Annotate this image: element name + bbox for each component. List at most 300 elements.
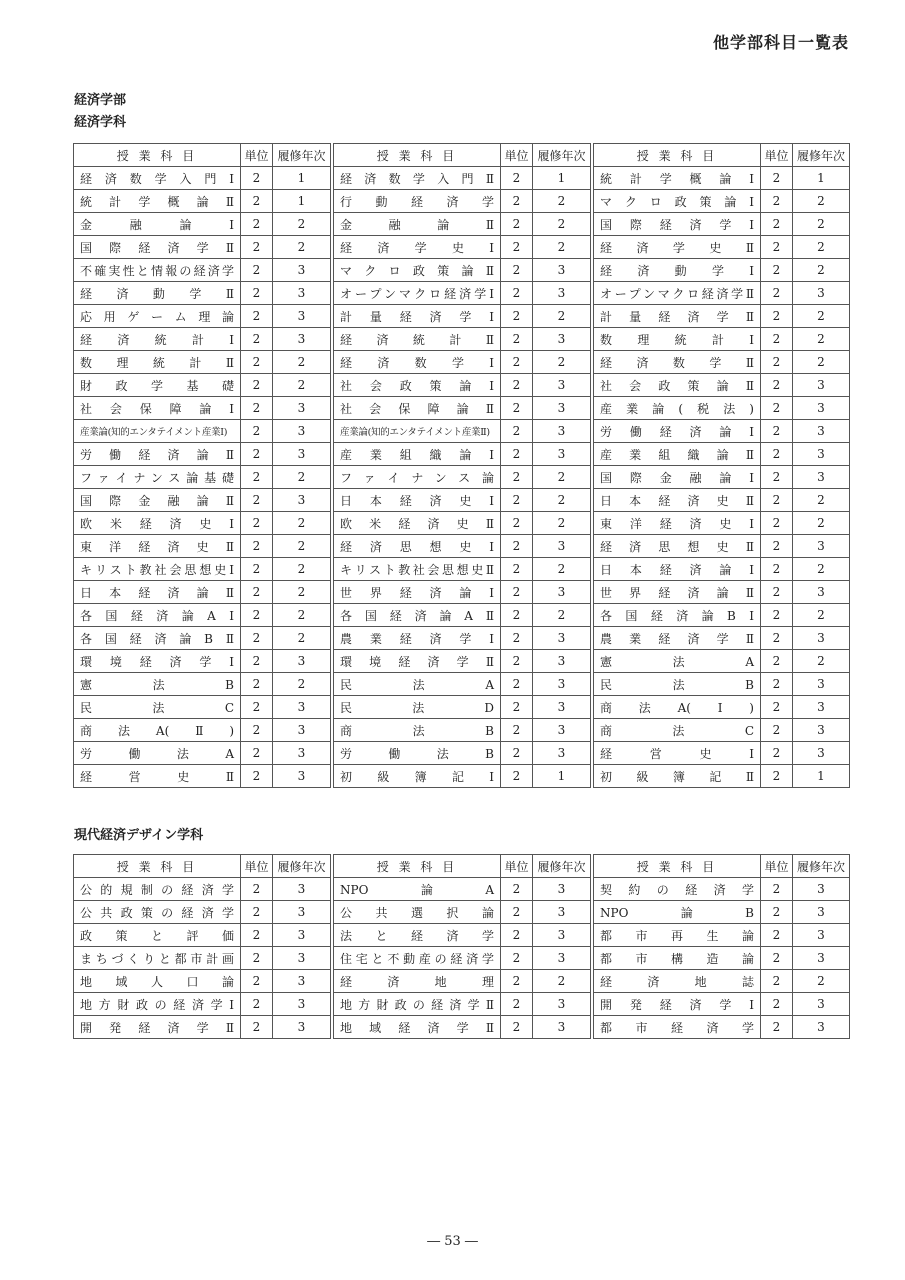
course-name: 政策と評価 (74, 924, 241, 947)
course-units: 2 (241, 466, 273, 489)
course-units: 2 (501, 993, 533, 1016)
course-year: 3 (793, 282, 850, 305)
course-name: 金融論Ⅰ (74, 213, 241, 236)
course-year: 3 (533, 328, 591, 351)
course-year: 3 (273, 719, 331, 742)
course-name: 都市構造論 (594, 947, 761, 970)
subject-header: 授 業 科 目 (334, 855, 501, 878)
course-name: 憲法B (74, 673, 241, 696)
course-name: 国際経済学Ⅰ (594, 213, 761, 236)
course-units: 2 (241, 993, 273, 1016)
course-units: 2 (761, 420, 793, 443)
table-row (74, 374, 850, 397)
course-year: 2 (533, 970, 591, 993)
course-name: 国際経済学Ⅱ (74, 236, 241, 259)
course-name: 都市再生論 (594, 924, 761, 947)
course-name: キリスト教社会思想史Ⅰ (74, 558, 241, 581)
unit-header: 単位 (241, 144, 273, 167)
course-units: 2 (761, 1016, 793, 1039)
course-year: 2 (533, 213, 591, 236)
course-year: 2 (273, 213, 331, 236)
course-name: 経済思想史Ⅱ (594, 535, 761, 558)
course-name: マクロ政策論Ⅰ (594, 190, 761, 213)
course-units: 2 (501, 924, 533, 947)
course-units: 2 (501, 420, 533, 443)
course-units: 2 (241, 1016, 273, 1039)
course-year: 3 (273, 1016, 331, 1039)
course-units: 2 (761, 878, 793, 901)
course-name: 経営史Ⅱ (74, 765, 241, 788)
course-units: 2 (761, 489, 793, 512)
subject-header: 授 業 科 目 (334, 144, 501, 167)
course-units: 2 (501, 236, 533, 259)
course-year: 2 (793, 351, 850, 374)
course-units: 2 (501, 489, 533, 512)
course-year: 3 (273, 878, 331, 901)
course-year: 2 (533, 466, 591, 489)
course-year: 2 (793, 190, 850, 213)
table-header-row (74, 855, 850, 878)
course-year: 3 (533, 627, 591, 650)
course-name: ファイナンス論 (334, 466, 501, 489)
course-name: 初級簿記Ⅰ (334, 765, 501, 788)
course-name: 経済数学入門Ⅱ (334, 167, 501, 190)
course-year: 3 (533, 878, 591, 901)
course-units: 2 (241, 351, 273, 374)
course-name: 地域人口論 (74, 970, 241, 993)
course-year: 3 (273, 696, 331, 719)
course-year: 3 (793, 742, 850, 765)
course-year: 2 (273, 512, 331, 535)
course-units: 2 (241, 489, 273, 512)
subject-header: 授 業 科 目 (594, 855, 761, 878)
course-units: 2 (241, 650, 273, 673)
course-units: 2 (241, 535, 273, 558)
course-year: 2 (793, 558, 850, 581)
course-name: 経済動学Ⅰ (594, 259, 761, 282)
course-units: 2 (761, 374, 793, 397)
course-units: 2 (761, 970, 793, 993)
course-name: 公共政策の経済学 (74, 901, 241, 924)
table-row (74, 328, 850, 351)
course-year: 2 (793, 328, 850, 351)
course-year: 2 (273, 374, 331, 397)
course-year: 3 (273, 993, 331, 1016)
course-year: 3 (273, 328, 331, 351)
course-units: 2 (501, 213, 533, 236)
course-year: 3 (793, 581, 850, 604)
course-units: 2 (761, 765, 793, 788)
table-row (74, 282, 850, 305)
course-units: 2 (241, 282, 273, 305)
table-row (74, 970, 850, 993)
course-name: 各国経済論BⅠ (594, 604, 761, 627)
course-name: 経済動学Ⅱ (74, 282, 241, 305)
course-units: 2 (241, 558, 273, 581)
course-year: 3 (533, 581, 591, 604)
course-units: 2 (241, 970, 273, 993)
course-name: 世界経済論Ⅰ (334, 581, 501, 604)
course-units: 2 (761, 627, 793, 650)
course-year: 2 (273, 236, 331, 259)
economics-course-table (73, 143, 850, 788)
course-year: 3 (533, 901, 591, 924)
table-row (74, 213, 850, 236)
course-units: 2 (501, 512, 533, 535)
design-course-table (73, 854, 850, 1039)
course-units: 2 (501, 305, 533, 328)
course-year: 2 (793, 236, 850, 259)
course-name: 労働経済論Ⅱ (74, 443, 241, 466)
course-year: 1 (533, 765, 591, 788)
table-row (74, 901, 850, 924)
course-units: 2 (761, 581, 793, 604)
table-row (74, 765, 850, 788)
course-year: 3 (273, 489, 331, 512)
course-name: 商法A(Ⅰ) (594, 696, 761, 719)
course-name: 経済統計Ⅰ (74, 328, 241, 351)
course-year: 2 (793, 512, 850, 535)
course-units: 2 (761, 742, 793, 765)
course-year: 2 (793, 970, 850, 993)
course-name: 数理統計Ⅱ (74, 351, 241, 374)
course-name: 経済数学入門Ⅰ (74, 167, 241, 190)
course-units: 2 (761, 351, 793, 374)
course-name: ファイナンス論基礎 (74, 466, 241, 489)
table-row (74, 236, 850, 259)
course-year: 3 (793, 1016, 850, 1039)
table-row (74, 993, 850, 1016)
course-name: 法と経済学 (334, 924, 501, 947)
course-year: 3 (533, 282, 591, 305)
course-units: 2 (761, 993, 793, 1016)
course-year: 2 (273, 673, 331, 696)
course-name: 経済数学Ⅰ (334, 351, 501, 374)
course-name: 欧米経済史Ⅱ (334, 512, 501, 535)
course-name: オープンマクロ経済学Ⅰ (334, 282, 501, 305)
course-units: 2 (501, 259, 533, 282)
course-units: 2 (501, 604, 533, 627)
table-row (74, 1016, 850, 1039)
course-name: 各国経済論AⅡ (334, 604, 501, 627)
table-row (74, 190, 850, 213)
course-units: 2 (761, 167, 793, 190)
course-name: 経済統計Ⅱ (334, 328, 501, 351)
table-row (74, 924, 850, 947)
course-units: 2 (501, 466, 533, 489)
course-year: 2 (533, 305, 591, 328)
table-row (74, 878, 850, 901)
course-name: 地方財政の経済学Ⅰ (74, 993, 241, 1016)
course-year: 3 (273, 765, 331, 788)
course-year: 3 (533, 696, 591, 719)
course-year: 2 (273, 351, 331, 374)
course-units: 2 (501, 947, 533, 970)
table-row (74, 650, 850, 673)
course-name: 経済地誌 (594, 970, 761, 993)
course-name: 各国経済論BⅡ (74, 627, 241, 650)
course-year: 3 (533, 742, 591, 765)
course-name: 開発経済学Ⅰ (594, 993, 761, 1016)
course-year: 3 (793, 673, 850, 696)
course-name: 環境経済学Ⅱ (334, 650, 501, 673)
course-units: 2 (501, 719, 533, 742)
course-units: 2 (501, 627, 533, 650)
course-units: 2 (761, 535, 793, 558)
course-name: 労働経済論Ⅰ (594, 420, 761, 443)
table-row (74, 673, 850, 696)
course-year: 3 (793, 901, 850, 924)
course-year: 3 (533, 374, 591, 397)
course-units: 2 (241, 924, 273, 947)
page-header-title: 他学部科目一覧表 (712, 33, 849, 52)
table-row (74, 351, 850, 374)
course-year: 3 (533, 535, 591, 558)
course-name: 民法C (74, 696, 241, 719)
course-units: 2 (501, 443, 533, 466)
course-units: 2 (501, 765, 533, 788)
course-units: 2 (241, 328, 273, 351)
table-row (74, 489, 850, 512)
course-name: 応用ゲーム理論 (74, 305, 241, 328)
course-name: 日本経済論Ⅰ (594, 558, 761, 581)
course-name: 社会保障論Ⅱ (334, 397, 501, 420)
course-year: 2 (273, 466, 331, 489)
course-name: 経営史Ⅰ (594, 742, 761, 765)
course-units: 2 (241, 581, 273, 604)
course-year: 3 (793, 924, 850, 947)
unit-header: 単位 (761, 855, 793, 878)
course-year: 3 (793, 443, 850, 466)
course-name: 統計学概論Ⅱ (74, 190, 241, 213)
course-name: 産業組織論Ⅰ (334, 443, 501, 466)
course-name: 東洋経済史Ⅰ (594, 512, 761, 535)
course-units: 2 (761, 558, 793, 581)
course-year: 3 (273, 924, 331, 947)
course-name: 日本経済史Ⅰ (334, 489, 501, 512)
course-units: 2 (241, 190, 273, 213)
course-year: 2 (533, 236, 591, 259)
table-row (74, 167, 850, 190)
course-units: 2 (761, 190, 793, 213)
course-units: 2 (761, 924, 793, 947)
course-year: 3 (793, 696, 850, 719)
table-row (74, 305, 850, 328)
table-row (74, 947, 850, 970)
department-title: 経済学科 (74, 115, 127, 130)
course-units: 2 (241, 696, 273, 719)
course-units: 2 (501, 328, 533, 351)
year-header: 履修年次 (533, 144, 591, 167)
course-year: 2 (533, 351, 591, 374)
course-year: 2 (533, 489, 591, 512)
course-units: 2 (761, 397, 793, 420)
course-units: 2 (241, 719, 273, 742)
course-year: 2 (273, 581, 331, 604)
course-name: 社会政策論Ⅱ (594, 374, 761, 397)
course-year: 2 (273, 627, 331, 650)
course-name: 商法A(Ⅱ) (74, 719, 241, 742)
course-units: 2 (501, 351, 533, 374)
table-row (74, 581, 850, 604)
course-units: 2 (761, 443, 793, 466)
course-units: 2 (501, 901, 533, 924)
course-name: 行動経済学 (334, 190, 501, 213)
course-year: 3 (793, 993, 850, 1016)
course-units: 2 (501, 878, 533, 901)
course-year: 2 (533, 512, 591, 535)
course-year: 2 (793, 305, 850, 328)
course-year: 3 (533, 420, 591, 443)
course-year: 3 (273, 901, 331, 924)
course-year: 2 (533, 604, 591, 627)
course-units: 2 (761, 947, 793, 970)
course-year: 1 (273, 190, 331, 213)
course-year: 3 (793, 420, 850, 443)
course-units: 2 (761, 282, 793, 305)
course-units: 2 (241, 901, 273, 924)
course-year: 3 (793, 878, 850, 901)
course-units: 2 (761, 259, 793, 282)
course-units: 2 (761, 696, 793, 719)
course-name: 経済学史Ⅱ (594, 236, 761, 259)
course-year: 3 (533, 1016, 591, 1039)
course-units: 2 (501, 397, 533, 420)
course-units: 2 (761, 213, 793, 236)
course-name: 民法A (334, 673, 501, 696)
course-year: 3 (533, 673, 591, 696)
course-year: 2 (273, 535, 331, 558)
course-name: 東洋経済史Ⅱ (74, 535, 241, 558)
course-units: 2 (501, 282, 533, 305)
course-name: 地方財政の経済学Ⅱ (334, 993, 501, 1016)
course-name: 産業論(知的エンタテイメント産業Ⅰ) (74, 420, 241, 443)
course-units: 2 (241, 673, 273, 696)
course-name: 環境経済学Ⅰ (74, 650, 241, 673)
course-name: オープンマクロ経済学Ⅱ (594, 282, 761, 305)
course-units: 2 (241, 627, 273, 650)
course-year: 3 (273, 282, 331, 305)
course-name: 世界経済論Ⅱ (594, 581, 761, 604)
course-name: 憲法A (594, 650, 761, 673)
table-header-row (74, 144, 850, 167)
course-name: 公的規制の経済学 (74, 878, 241, 901)
course-name: 社会保障論Ⅰ (74, 397, 241, 420)
course-units: 2 (501, 190, 533, 213)
course-name: キリスト教社会思想史Ⅱ (334, 558, 501, 581)
course-units: 2 (241, 213, 273, 236)
course-year: 3 (793, 627, 850, 650)
course-name: 経済思想史Ⅰ (334, 535, 501, 558)
course-name: 国際金融論Ⅰ (594, 466, 761, 489)
year-header: 履修年次 (273, 144, 331, 167)
course-name: 国際金融論Ⅱ (74, 489, 241, 512)
unit-header: 単位 (501, 144, 533, 167)
course-units: 2 (501, 581, 533, 604)
course-name: 日本経済論Ⅱ (74, 581, 241, 604)
course-units: 2 (241, 765, 273, 788)
course-year: 3 (533, 947, 591, 970)
design-department-title: 現代経済デザイン学科 (74, 828, 204, 843)
course-units: 2 (501, 167, 533, 190)
course-name: 労働法B (334, 742, 501, 765)
course-units: 2 (761, 901, 793, 924)
course-name: 経済数学Ⅱ (594, 351, 761, 374)
subject-header: 授 業 科 目 (594, 144, 761, 167)
course-units: 2 (761, 328, 793, 351)
course-name: 計量経済学Ⅱ (594, 305, 761, 328)
unit-header: 単位 (501, 855, 533, 878)
course-units: 2 (501, 970, 533, 993)
course-name: 欧米経済史Ⅰ (74, 512, 241, 535)
course-name: 社会政策論Ⅰ (334, 374, 501, 397)
course-year: 3 (273, 947, 331, 970)
course-year: 3 (533, 443, 591, 466)
course-units: 2 (761, 650, 793, 673)
table-row (74, 696, 850, 719)
course-units: 2 (241, 742, 273, 765)
table-row (74, 443, 850, 466)
faculty-title: 経済学部 (74, 93, 127, 108)
course-name: 初級簿記Ⅱ (594, 765, 761, 788)
course-name: 農業経済学Ⅱ (594, 627, 761, 650)
course-name: まちづくりと都市計画 (74, 947, 241, 970)
course-units: 2 (241, 443, 273, 466)
course-year: 3 (793, 466, 850, 489)
table-row (74, 512, 850, 535)
course-year: 3 (533, 924, 591, 947)
course-units: 2 (501, 1016, 533, 1039)
course-name: 住宅と不動産の経済学 (334, 947, 501, 970)
course-name: 金融論Ⅱ (334, 213, 501, 236)
page-number: ― 53 ― (427, 1234, 478, 1249)
course-year: 2 (273, 558, 331, 581)
course-year: 3 (533, 397, 591, 420)
course-year: 3 (273, 420, 331, 443)
course-year: 2 (273, 604, 331, 627)
course-year: 2 (793, 489, 850, 512)
unit-header: 単位 (761, 144, 793, 167)
course-year: 3 (273, 443, 331, 466)
course-year: 2 (793, 650, 850, 673)
subject-header: 授 業 科 目 (74, 144, 241, 167)
course-units: 2 (761, 305, 793, 328)
course-year: 1 (533, 167, 591, 190)
table-row (74, 627, 850, 650)
course-name: 労働法A (74, 742, 241, 765)
course-year: 1 (273, 167, 331, 190)
course-name: 農業経済学Ⅰ (334, 627, 501, 650)
course-units: 2 (241, 604, 273, 627)
course-name: 財政学基礎 (74, 374, 241, 397)
course-name: 産業論(知的エンタテイメント産業Ⅱ) (334, 420, 501, 443)
course-year: 3 (273, 650, 331, 673)
course-name: 地域経済学Ⅱ (334, 1016, 501, 1039)
course-name: 都市経済学 (594, 1016, 761, 1039)
course-units: 2 (501, 742, 533, 765)
course-name: 各国経済論AⅠ (74, 604, 241, 627)
course-year: 2 (533, 558, 591, 581)
course-year: 3 (793, 397, 850, 420)
course-name: 計量経済学Ⅰ (334, 305, 501, 328)
course-year: 2 (793, 213, 850, 236)
course-units: 2 (761, 673, 793, 696)
course-year: 2 (793, 259, 850, 282)
year-header: 履修年次 (793, 855, 850, 878)
course-year: 3 (793, 947, 850, 970)
course-units: 2 (761, 719, 793, 742)
course-name: 産業論(税法) (594, 397, 761, 420)
